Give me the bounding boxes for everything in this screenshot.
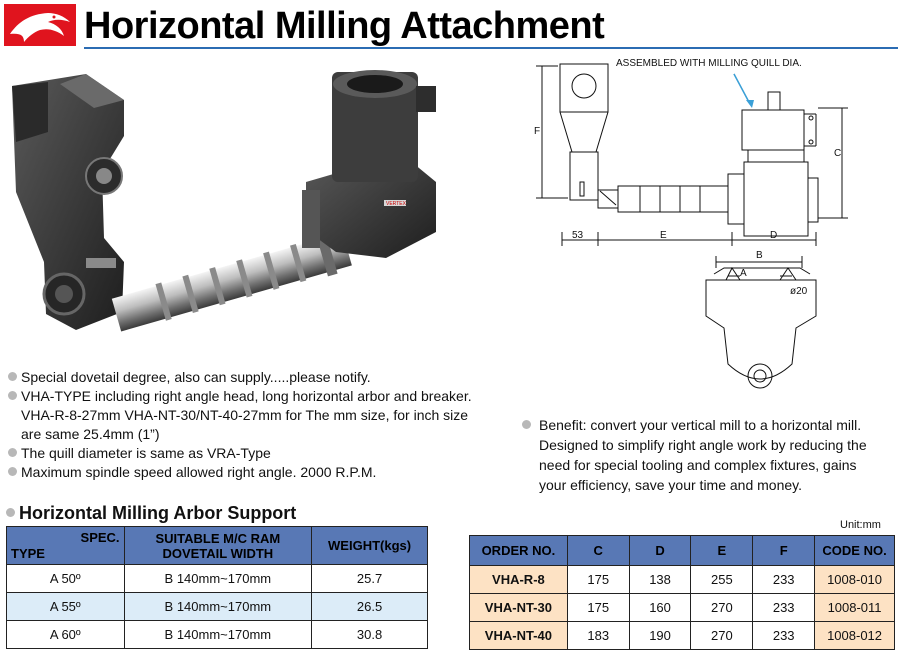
page-title: Horizontal Milling Attachment xyxy=(84,5,605,47)
dim-53-label: 53 xyxy=(572,230,584,241)
type-cell: A 50º xyxy=(7,565,125,593)
weight-cell: 26.5 xyxy=(312,593,428,621)
code-no-header: CODE NO. xyxy=(815,536,895,566)
table-row xyxy=(470,594,895,622)
e-header: E xyxy=(691,536,753,566)
technical-drawing xyxy=(520,52,900,402)
dim-a-label: A xyxy=(740,268,747,279)
dim-f-label: F xyxy=(534,126,541,137)
f-cell: 233 xyxy=(753,622,815,650)
dim-c-label: C xyxy=(834,148,842,159)
table-row xyxy=(7,621,428,649)
milling-attachment-photo-icon xyxy=(6,62,446,362)
drawing-note: ASSEMBLED WITH MILLING QUILL DIA. xyxy=(616,58,802,69)
code-no-cell: 1008-011 xyxy=(815,594,895,622)
brand-label: VERTEX xyxy=(386,201,406,207)
table-row xyxy=(7,593,428,621)
f-header: F xyxy=(753,536,815,566)
brand-logo xyxy=(4,4,76,46)
type-header: TYPE xyxy=(11,546,45,561)
feature-item: VHA-TYPE including right angle head, long horizontal arbor and breaker. VHA-R-8-27mm VHA-NT-30/NT-40-27mm for The mm size, for inch size are same 25.4mm (1”) xyxy=(8,387,478,444)
dimension-drawing-icon xyxy=(520,52,900,402)
c-header: C xyxy=(567,536,629,566)
order-no-cell: VHA-NT-40 xyxy=(470,622,568,650)
feature-item: Maximum spindle speed allowed right angle. 2000 R.P.M. xyxy=(8,463,478,482)
c-cell: 175 xyxy=(567,594,629,622)
weight-cell: 25.7 xyxy=(312,565,428,593)
dim-b-label: B xyxy=(756,250,763,261)
e-cell: 270 xyxy=(691,622,753,650)
product-photo xyxy=(6,62,446,362)
table-row xyxy=(470,622,895,650)
eagle-logo-icon xyxy=(4,4,76,46)
code-no-cell: 1008-012 xyxy=(815,622,895,650)
arbor-support-title xyxy=(6,503,296,524)
type-cell: A 60º xyxy=(7,621,125,649)
table-header-row xyxy=(7,527,428,565)
table-row xyxy=(7,565,428,593)
weight-cell: 30.8 xyxy=(312,621,428,649)
feature-list xyxy=(8,368,478,482)
title-rule xyxy=(84,47,898,49)
type-cell: A 55º xyxy=(7,593,125,621)
arbor-support-title-text: Horizontal Milling Arbor Support xyxy=(19,503,297,523)
arbor-support-table xyxy=(6,526,428,649)
e-cell: 270 xyxy=(691,594,753,622)
dim-d-label: D xyxy=(770,230,778,241)
dovetail-header: SUITABLE M/C RAM DOVETAIL WIDTH xyxy=(124,527,312,565)
width-cell: B 140mm~170mm xyxy=(124,621,312,649)
spec-header: SPEC. xyxy=(80,530,120,545)
benefit-text: Benefit: convert your vertical mill to a horizontal mill. Designed to simplify right angle work by reducing the need for special tooling and complex fixtures, gains your efficiency, save your time and money. xyxy=(522,415,872,495)
order-no-cell: VHA-NT-30 xyxy=(470,594,568,622)
unit-label: Unit:mm xyxy=(840,519,881,531)
f-cell: 233 xyxy=(753,566,815,594)
d-cell: 138 xyxy=(629,566,691,594)
order-no-cell: VHA-R-8 xyxy=(470,566,568,594)
f-cell: 233 xyxy=(753,594,815,622)
width-cell: B 140mm~170mm xyxy=(124,593,312,621)
order-table xyxy=(469,535,895,650)
spec-type-header xyxy=(7,527,125,565)
benefit-list xyxy=(522,415,872,495)
feature-item: Special dovetail degree, also can supply.....please notify. xyxy=(8,368,478,387)
d-cell: 160 xyxy=(629,594,691,622)
table-header-row xyxy=(470,536,895,566)
order-no-header: ORDER NO. xyxy=(470,536,568,566)
c-cell: 175 xyxy=(567,566,629,594)
dim-dia20-label: ø20 xyxy=(790,286,808,297)
d-cell: 190 xyxy=(629,622,691,650)
code-no-cell: 1008-010 xyxy=(815,566,895,594)
d-header: D xyxy=(629,536,691,566)
width-cell: B 140mm~170mm xyxy=(124,565,312,593)
weight-header: WEIGHT(kgs) xyxy=(312,527,428,565)
dim-e-label: E xyxy=(660,230,667,241)
table-row xyxy=(470,566,895,594)
e-cell: 255 xyxy=(691,566,753,594)
feature-item: The quill diameter is same as VRA-Type xyxy=(8,444,478,463)
c-cell: 183 xyxy=(567,622,629,650)
